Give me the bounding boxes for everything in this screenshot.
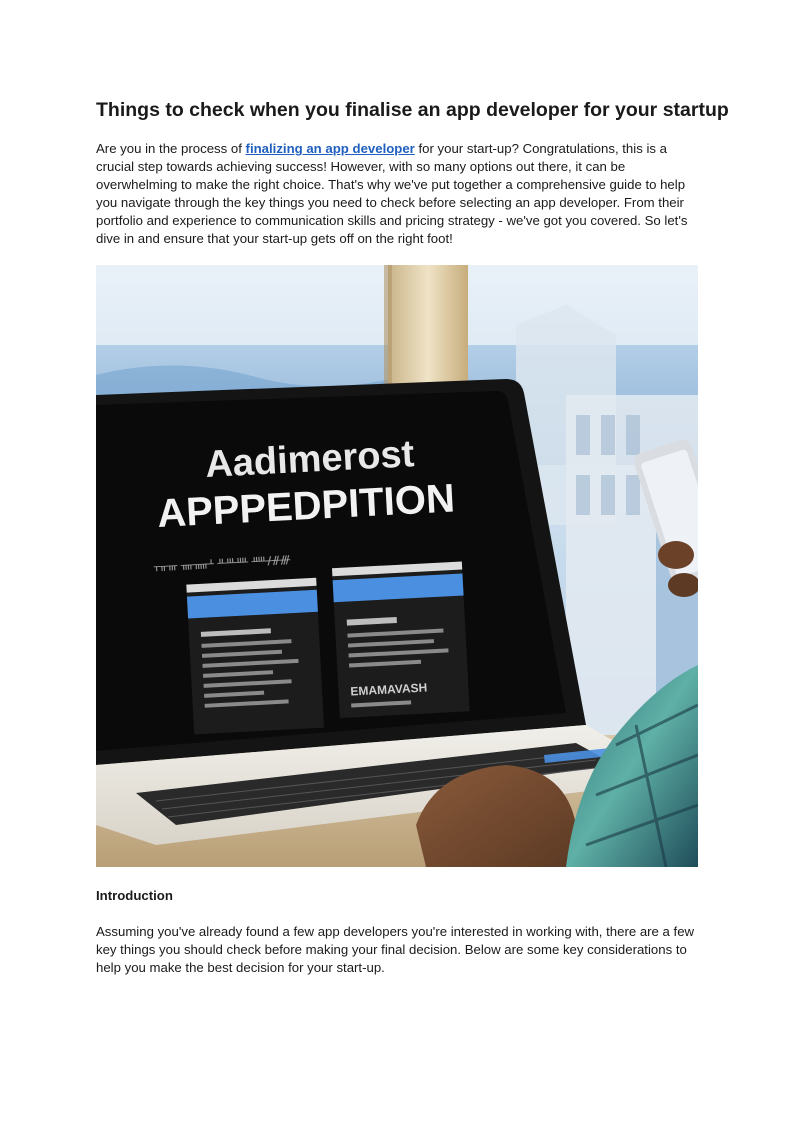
intro-text-start: Are you in the process of — [96, 141, 246, 156]
screen-heading-line2: APPPEDPITION — [156, 476, 456, 536]
finalizing-developer-link[interactable]: finalizing an app developer — [245, 141, 415, 156]
screen-heading-line1: Aadimerost — [204, 433, 416, 486]
intro-paragraph — [96, 140, 700, 249]
section-heading-introduction: Introduction — [96, 888, 173, 903]
screen-subtitle: ᚁᚂᚃ ᚄᚅᚆ ᚇᚈᚉ ᚊᚋᚌᚍ — [153, 552, 291, 573]
article-title: Things to check when you finalise an app developer for your startup — [96, 99, 729, 121]
intro-text-rest: for your start-up? Congratulations, this is a crucial step towards achieving success! However, with so many options out there, it can be overwhelming to make the right choice. That's why we've put together a comprehensive guide to help you navigate through the key things you need to check before selecting an app developer. From their portfolio and experience to communication skills and pricing strategy - we've got you covered. So let's dive in and ensure that your start-up gets off on the right foot! — [96, 141, 688, 247]
screen-card-text: EMAMAVASH — [350, 680, 428, 699]
introduction-paragraph: Assuming you've already found a few app developers you're interested in working with, there are a few key things you should check before making your final decision. Below are some key considerations to help you make the best decision for your start-up. — [96, 924, 695, 976]
hero-image — [96, 265, 698, 867]
